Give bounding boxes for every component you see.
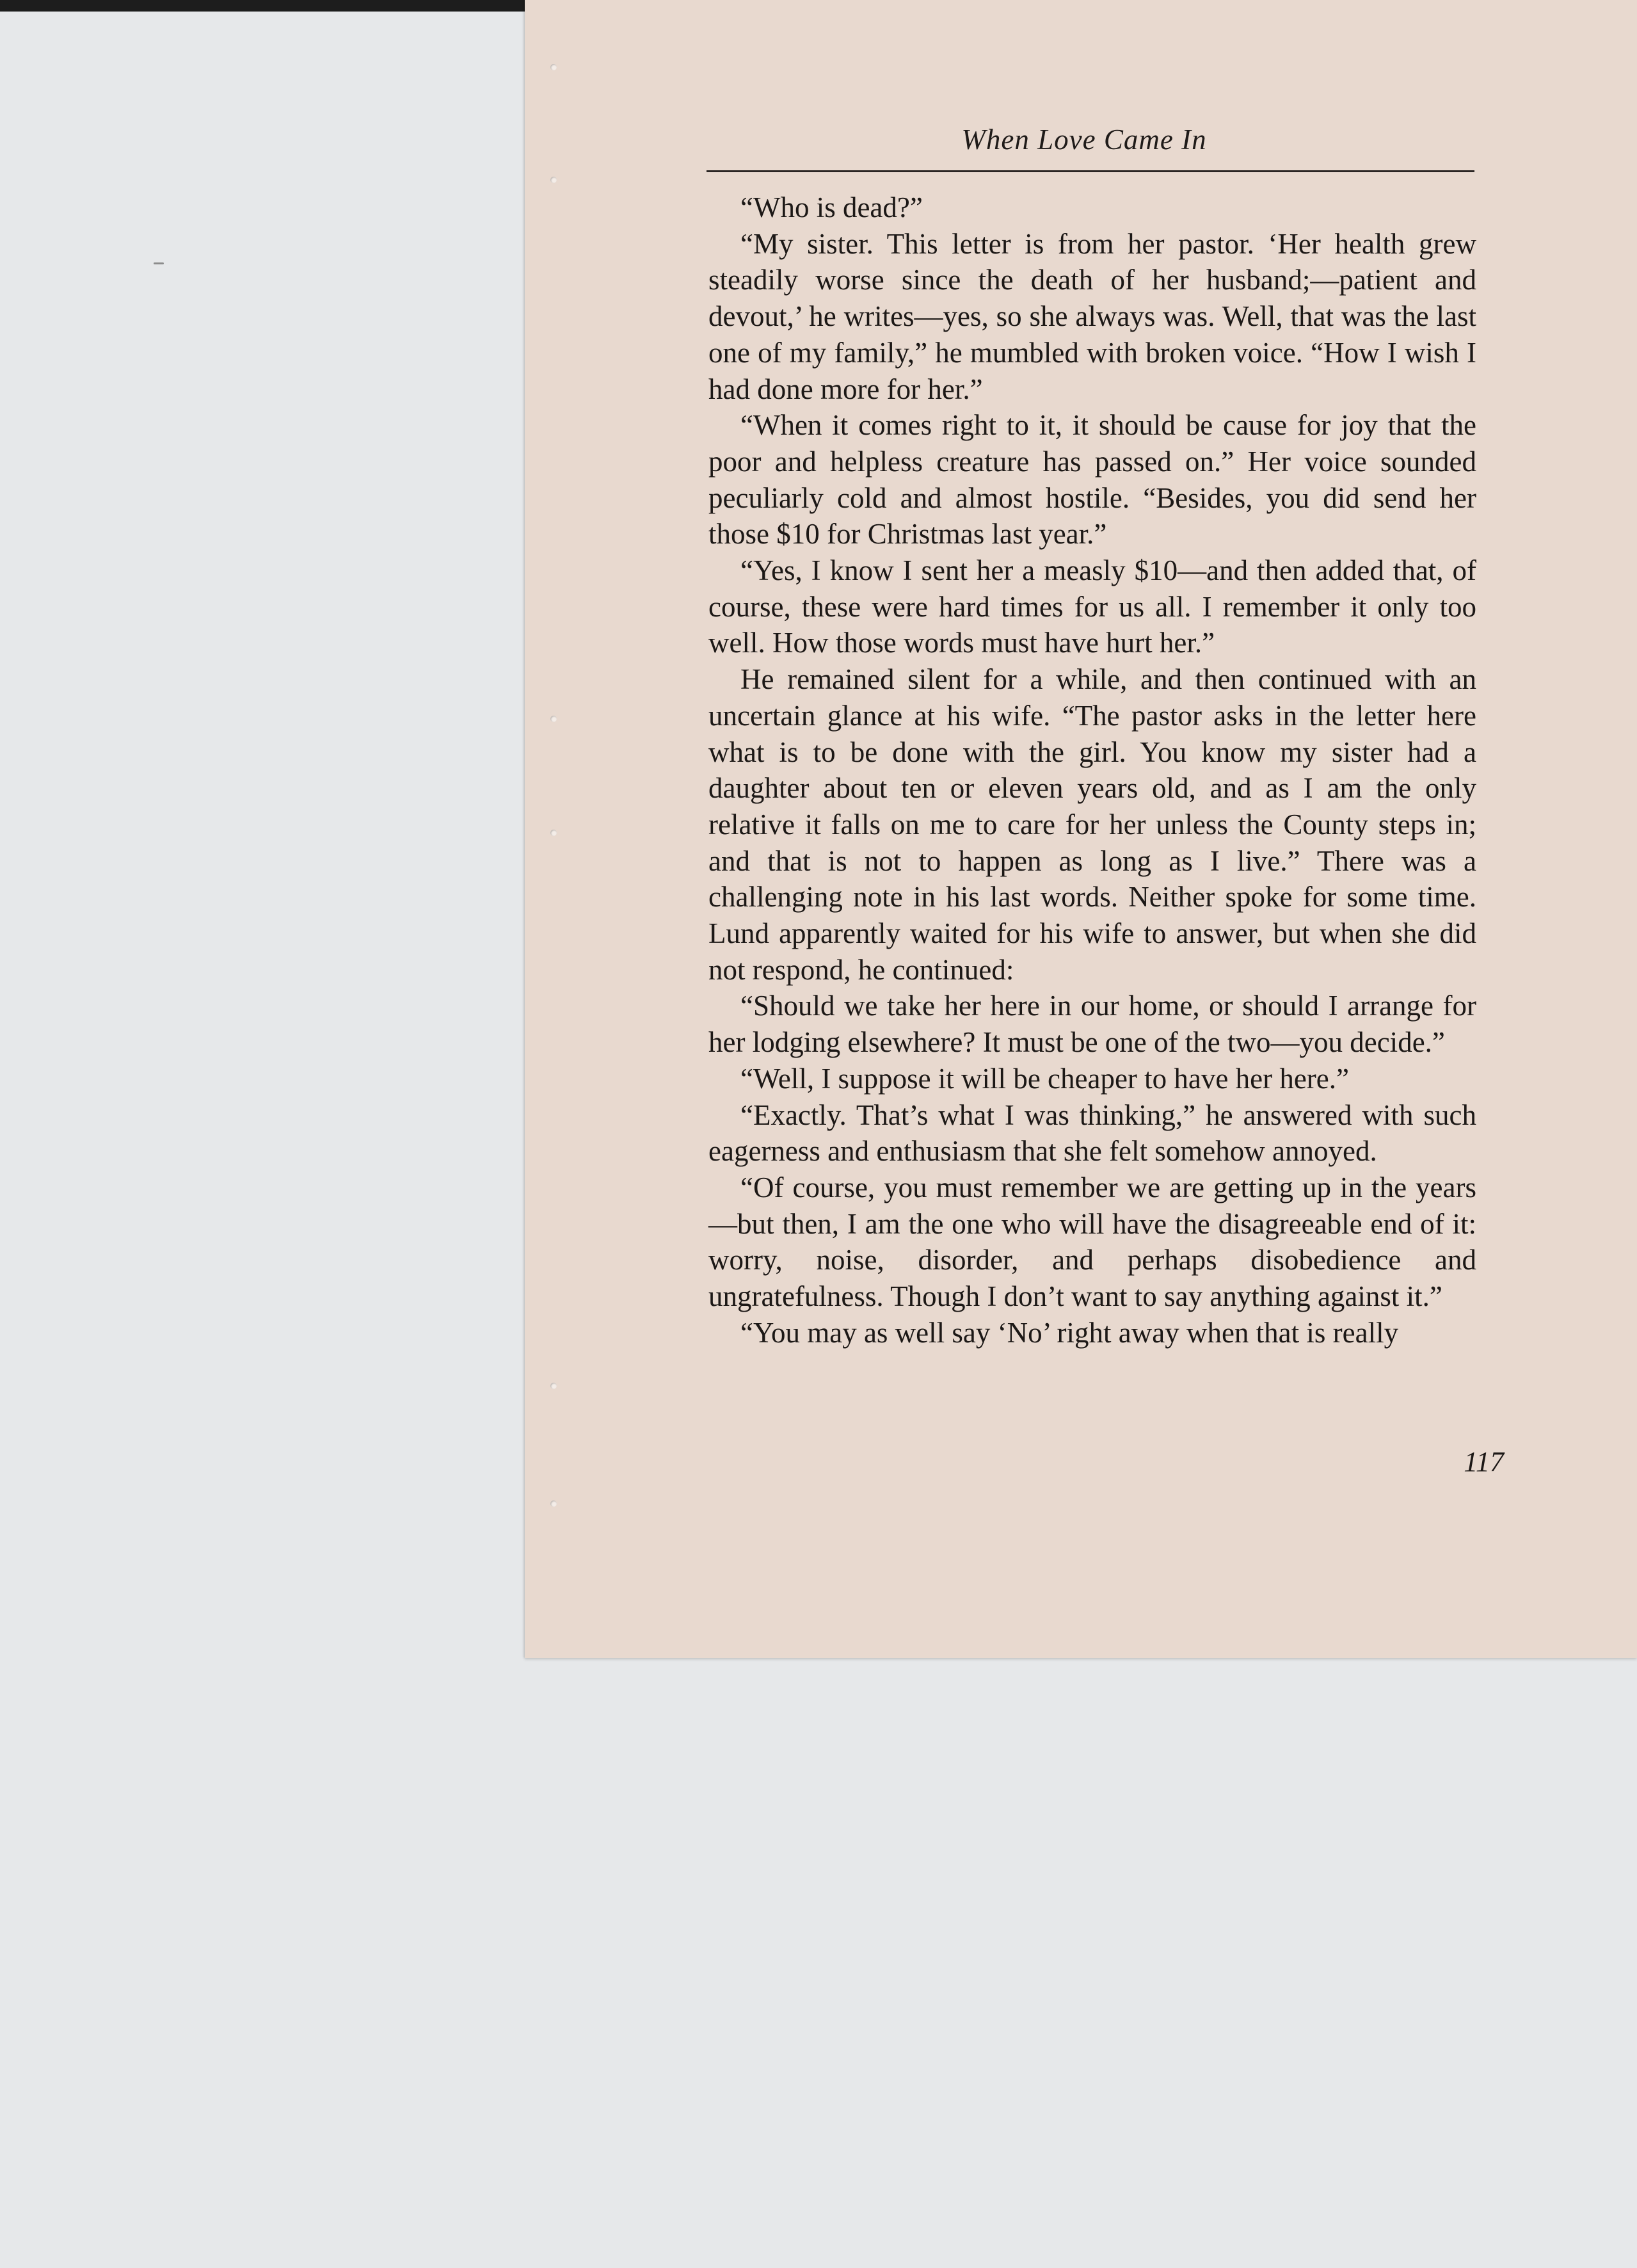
binding-hole (550, 716, 557, 722)
binding-hole (550, 830, 557, 836)
paragraph: “Well, I suppose it will be cheaper to have her here.” (740, 1062, 1349, 1095)
header-rule (707, 170, 1474, 172)
binding-hole (550, 1500, 557, 1507)
paragraph: “Yes, I know I sent her a measly $10—and then added that, of course, these were hard times for us all. I remember it only too well. How those words must have hurt her.” (708, 554, 1476, 659)
paragraph: “Of course, you must remember we are getting up in the years—but then, I am the one who will have the disagreeable end of it: worry, noise, disorder, and perhaps disobedience and ungratefulness. Though I don’t want to say anything against it.” (708, 1171, 1476, 1313)
binding-hole (550, 1383, 557, 1389)
page-number: 117 (1464, 1446, 1504, 1477)
scanner-top-edge (0, 0, 525, 12)
running-head: When Love Came In (961, 124, 1207, 156)
paragraph: “Should we take her here in our home, or should I arrange for her lodging elsewhere? It must be one of the two—you decide.” (708, 990, 1476, 1059)
paragraph: “Who is dead?” (740, 191, 923, 223)
paragraph: “My sister. This letter is from her pastor. ‘Her health grew steadily worse since the death of her husband;—patient and devout,’ he writes—yes, so she always was. Well, that was the last one of my family,” he mumbled with broken voice. “How I wish I had done more for her.” (708, 227, 1476, 405)
binding-hole (550, 177, 557, 183)
paragraph: “You may as well say ‘No’ right away when that is really (740, 1316, 1399, 1349)
book-page (525, 0, 1637, 1658)
binding-hole (550, 64, 557, 70)
paragraph: “When it comes right to it, it should be cause for joy that the poor and helpless creature has passed on.” Her voice sounded peculiarly cold and almost hostile. “Besides, you did send her those $10 for Christmas last year.” (708, 409, 1476, 551)
body-text (708, 189, 1476, 1351)
paragraph: “Exactly. That’s what I was thinking,” he answered with such eagerness and enthusiasm that she felt somehow annoyed. (708, 1098, 1476, 1168)
scan-fleck (154, 262, 164, 264)
paragraph: He remained silent for a while, and then continued with an uncertain glance at his wife. “The pastor asks in the letter here what is to be done with the girl. You know my sister had a daughter about ten or eleven years old, and as I am the only relative it falls on me to care for her unless the County steps in; and that is not to happen as long as I live.” There was a challenging note in his last words. Neither spoke for some time. Lund apparently waited for his wife to answer, but when she did not respond, he continued: (708, 663, 1476, 986)
